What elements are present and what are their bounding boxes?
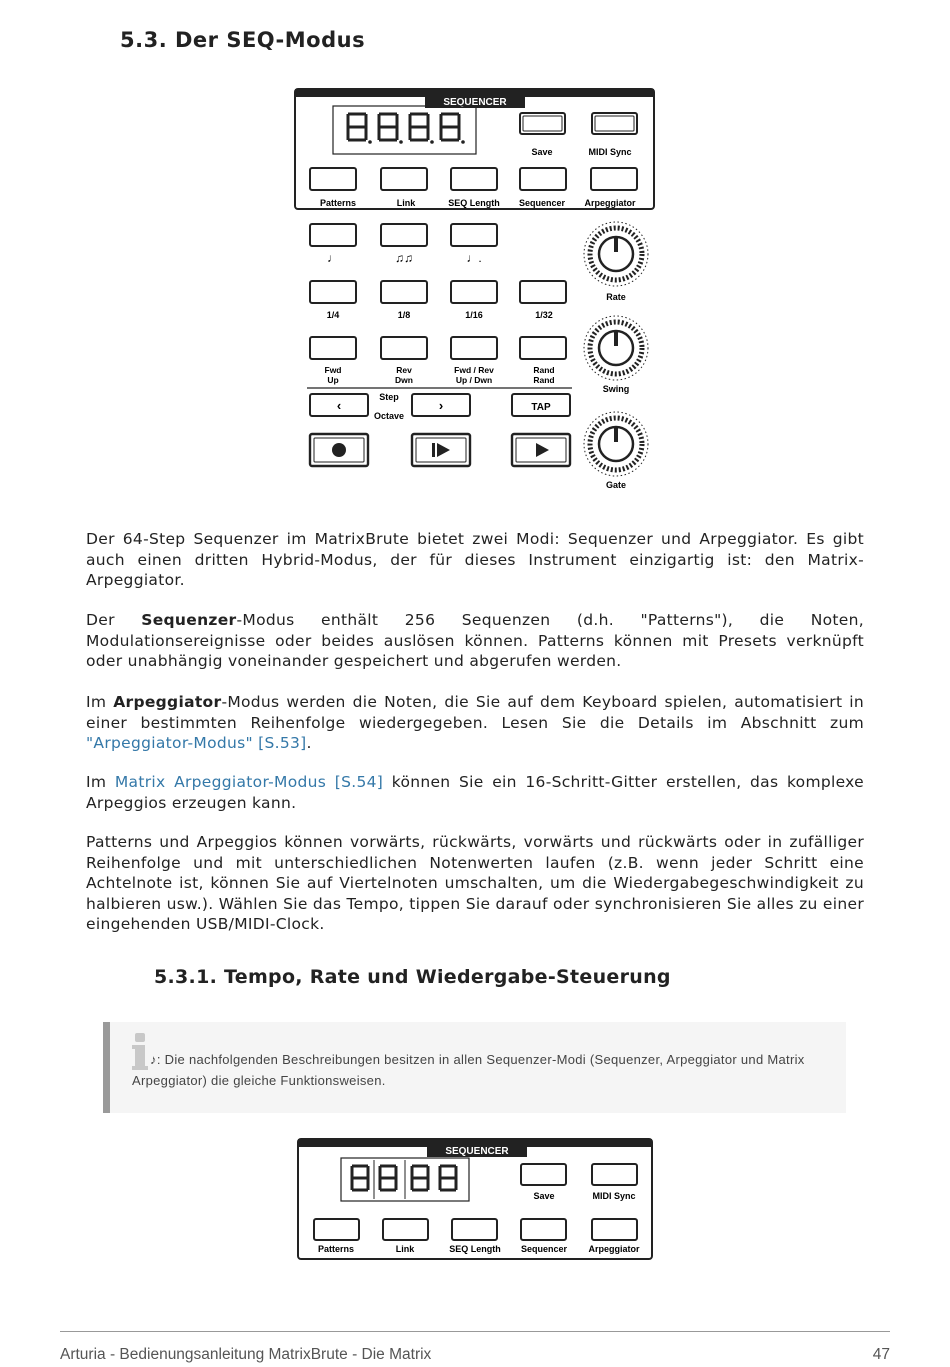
- svg-text:Patterns: Patterns: [317, 1244, 355, 1254]
- svg-text:1/16: 1/16: [465, 310, 483, 320]
- svg-text:♫♫: ♫♫: [395, 251, 413, 265]
- svg-text:SEQ Length: SEQ Length: [448, 198, 500, 208]
- page-number: 47: [872, 1346, 890, 1363]
- svg-text:Fwd: Fwd: [324, 365, 342, 375]
- svg-text:TAP: TAP: [531, 402, 551, 413]
- rate-knob: [584, 222, 648, 286]
- footer-divider: [60, 1331, 890, 1332]
- svg-text:Dwn: Dwn: [395, 375, 413, 385]
- section-title: 5.3. Der SEQ-Modus: [120, 28, 366, 52]
- svg-text:Arpeggiator: Arpeggiator: [588, 1244, 640, 1254]
- arpeggiator-button: [591, 168, 637, 190]
- svg-text:Link: Link: [396, 198, 416, 208]
- paragraph-sequencer: Der Sequenzer-Modus enthält 256 Sequenzen (d.h. "Patterns"), die Noten, Modulationsereignisse oder beides auslösen können. Patterns können mit Presets verknüpft oder unabhängig voneinander gespeichert und abgerufen werden.: [86, 611, 864, 670]
- svg-text:Rand: Rand: [533, 375, 555, 385]
- sequencer-top-panel-figure: [294, 1135, 656, 1263]
- svg-text:Octave: Octave: [373, 411, 405, 421]
- gate-knob: [584, 412, 648, 476]
- svg-text:Rev: Rev: [396, 365, 412, 375]
- footer-text: Arturia - Bedienungsanleitung MatrixBrute - Die Matrix: [60, 1346, 432, 1363]
- swing-knob: [584, 316, 648, 380]
- link-button: [381, 168, 427, 190]
- svg-text:Gate: Gate: [605, 480, 627, 490]
- subsection-title: 5.3.1. Tempo, Rate und Wiedergabe-Steuerung: [154, 966, 671, 988]
- paragraph-patterns: Patterns und Arpeggios können vorwärts, rückwärts, vorwärts und rückwärts oder in zufälliger Reihenfolge und mit unterschiedlichen Notenwerten laufen (z.B. wenn jeder Schritt eine Achtelnote ist, können Sie auf Viertelnoten umschalten, um die Wiedergabegeschwindigkeit zu halbieren usw.). Wählen Sie das Tempo, tippen Sie darauf oder synchronisieren Sie alles zu einer eingehenden USB/MIDI-Clock.: [86, 833, 864, 933]
- info-note: [103, 1022, 846, 1113]
- svg-text:MIDI Sync: MIDI Sync: [588, 147, 632, 157]
- svg-text:1/8: 1/8: [397, 310, 411, 320]
- svg-text:Patterns: Patterns: [319, 198, 357, 208]
- svg-text:Sequencer: Sequencer: [518, 198, 566, 208]
- svg-text:1/4: 1/4: [326, 310, 340, 320]
- svg-text:MIDI Sync: MIDI Sync: [592, 1191, 636, 1201]
- svg-text:Fwd / Rev: Fwd / Rev: [454, 365, 494, 375]
- seven-segment-digits: [348, 114, 459, 140]
- paragraph-matrix-arp: Im Matrix Arpeggiator-Modus [S.54] können Sie ein 16-Schritt-Gitter erstellen, das komplexe Arpeggios erzeugen kann.: [86, 773, 864, 812]
- svg-text:♩.: ♩.: [466, 251, 482, 265]
- svg-text:Arpeggiator: Arpeggiator: [584, 198, 636, 208]
- svg-text:Swing: Swing: [602, 384, 630, 394]
- seq-length-button: [451, 168, 497, 190]
- svg-text:Link: Link: [395, 1244, 415, 1254]
- svg-text:Up / Dwn: Up / Dwn: [455, 375, 493, 385]
- svg-text:1/32: 1/32: [535, 310, 553, 320]
- panel-header: SEQUENCER: [443, 97, 507, 108]
- link-matrix-arpeggiator-mode[interactable]: Matrix Arpeggiator-Modus [S.54]: [114, 773, 384, 791]
- svg-text:Sequencer: Sequencer: [520, 1244, 568, 1254]
- sequencer-button: [520, 168, 566, 190]
- svg-text:Save: Save: [531, 147, 553, 157]
- paragraph-intro: Der 64-Step Sequenzer im MatrixBrute bietet zwei Modi: Sequenzer und Arpeggiator. Es gibt auch einen dritten Hybrid-Modus, der für dieses Instrument einzigartig ist: den Matrix-Arpeggiator.: [86, 530, 864, 589]
- paragraph-arpeggiator: Im Arpeggiator-Modus werden die Noten, die Sie auf dem Keyboard spielen, automatisiert in einer bestimmten Reihenfolge wiedergegeben. Lesen Sie die Details im Abschnitt zum "Arpeggiator-Modus" [S.53].: [86, 693, 864, 752]
- patterns-button: [310, 168, 356, 190]
- svg-text:›: ›: [438, 398, 444, 413]
- svg-text:♩: ♩: [327, 251, 339, 265]
- svg-text:Step: Step: [379, 392, 399, 402]
- svg-text:Rate: Rate: [606, 292, 626, 302]
- svg-text:Up: Up: [327, 375, 339, 385]
- svg-text:SEQ Length: SEQ Length: [449, 1244, 501, 1254]
- svg-text:Save: Save: [533, 1191, 555, 1201]
- sequencer-panel-figure: [290, 84, 660, 494]
- record-icon: [332, 443, 346, 457]
- svg-text:SEQUENCER: SEQUENCER: [445, 1146, 509, 1157]
- link-arpeggiator-mode[interactable]: "Arpeggiator-Modus" [S.53]: [86, 734, 307, 752]
- info-note-text: ♪: Die nachfolgenden Beschreibungen besitzen in allen Sequenzer-Modi (Sequenzer, Arpeggiator und Matrix Arpeggiator) die gleiche Funktionsweisen.: [132, 1052, 805, 1088]
- svg-text:‹: ‹: [336, 398, 342, 413]
- svg-text:Rand: Rand: [533, 365, 555, 375]
